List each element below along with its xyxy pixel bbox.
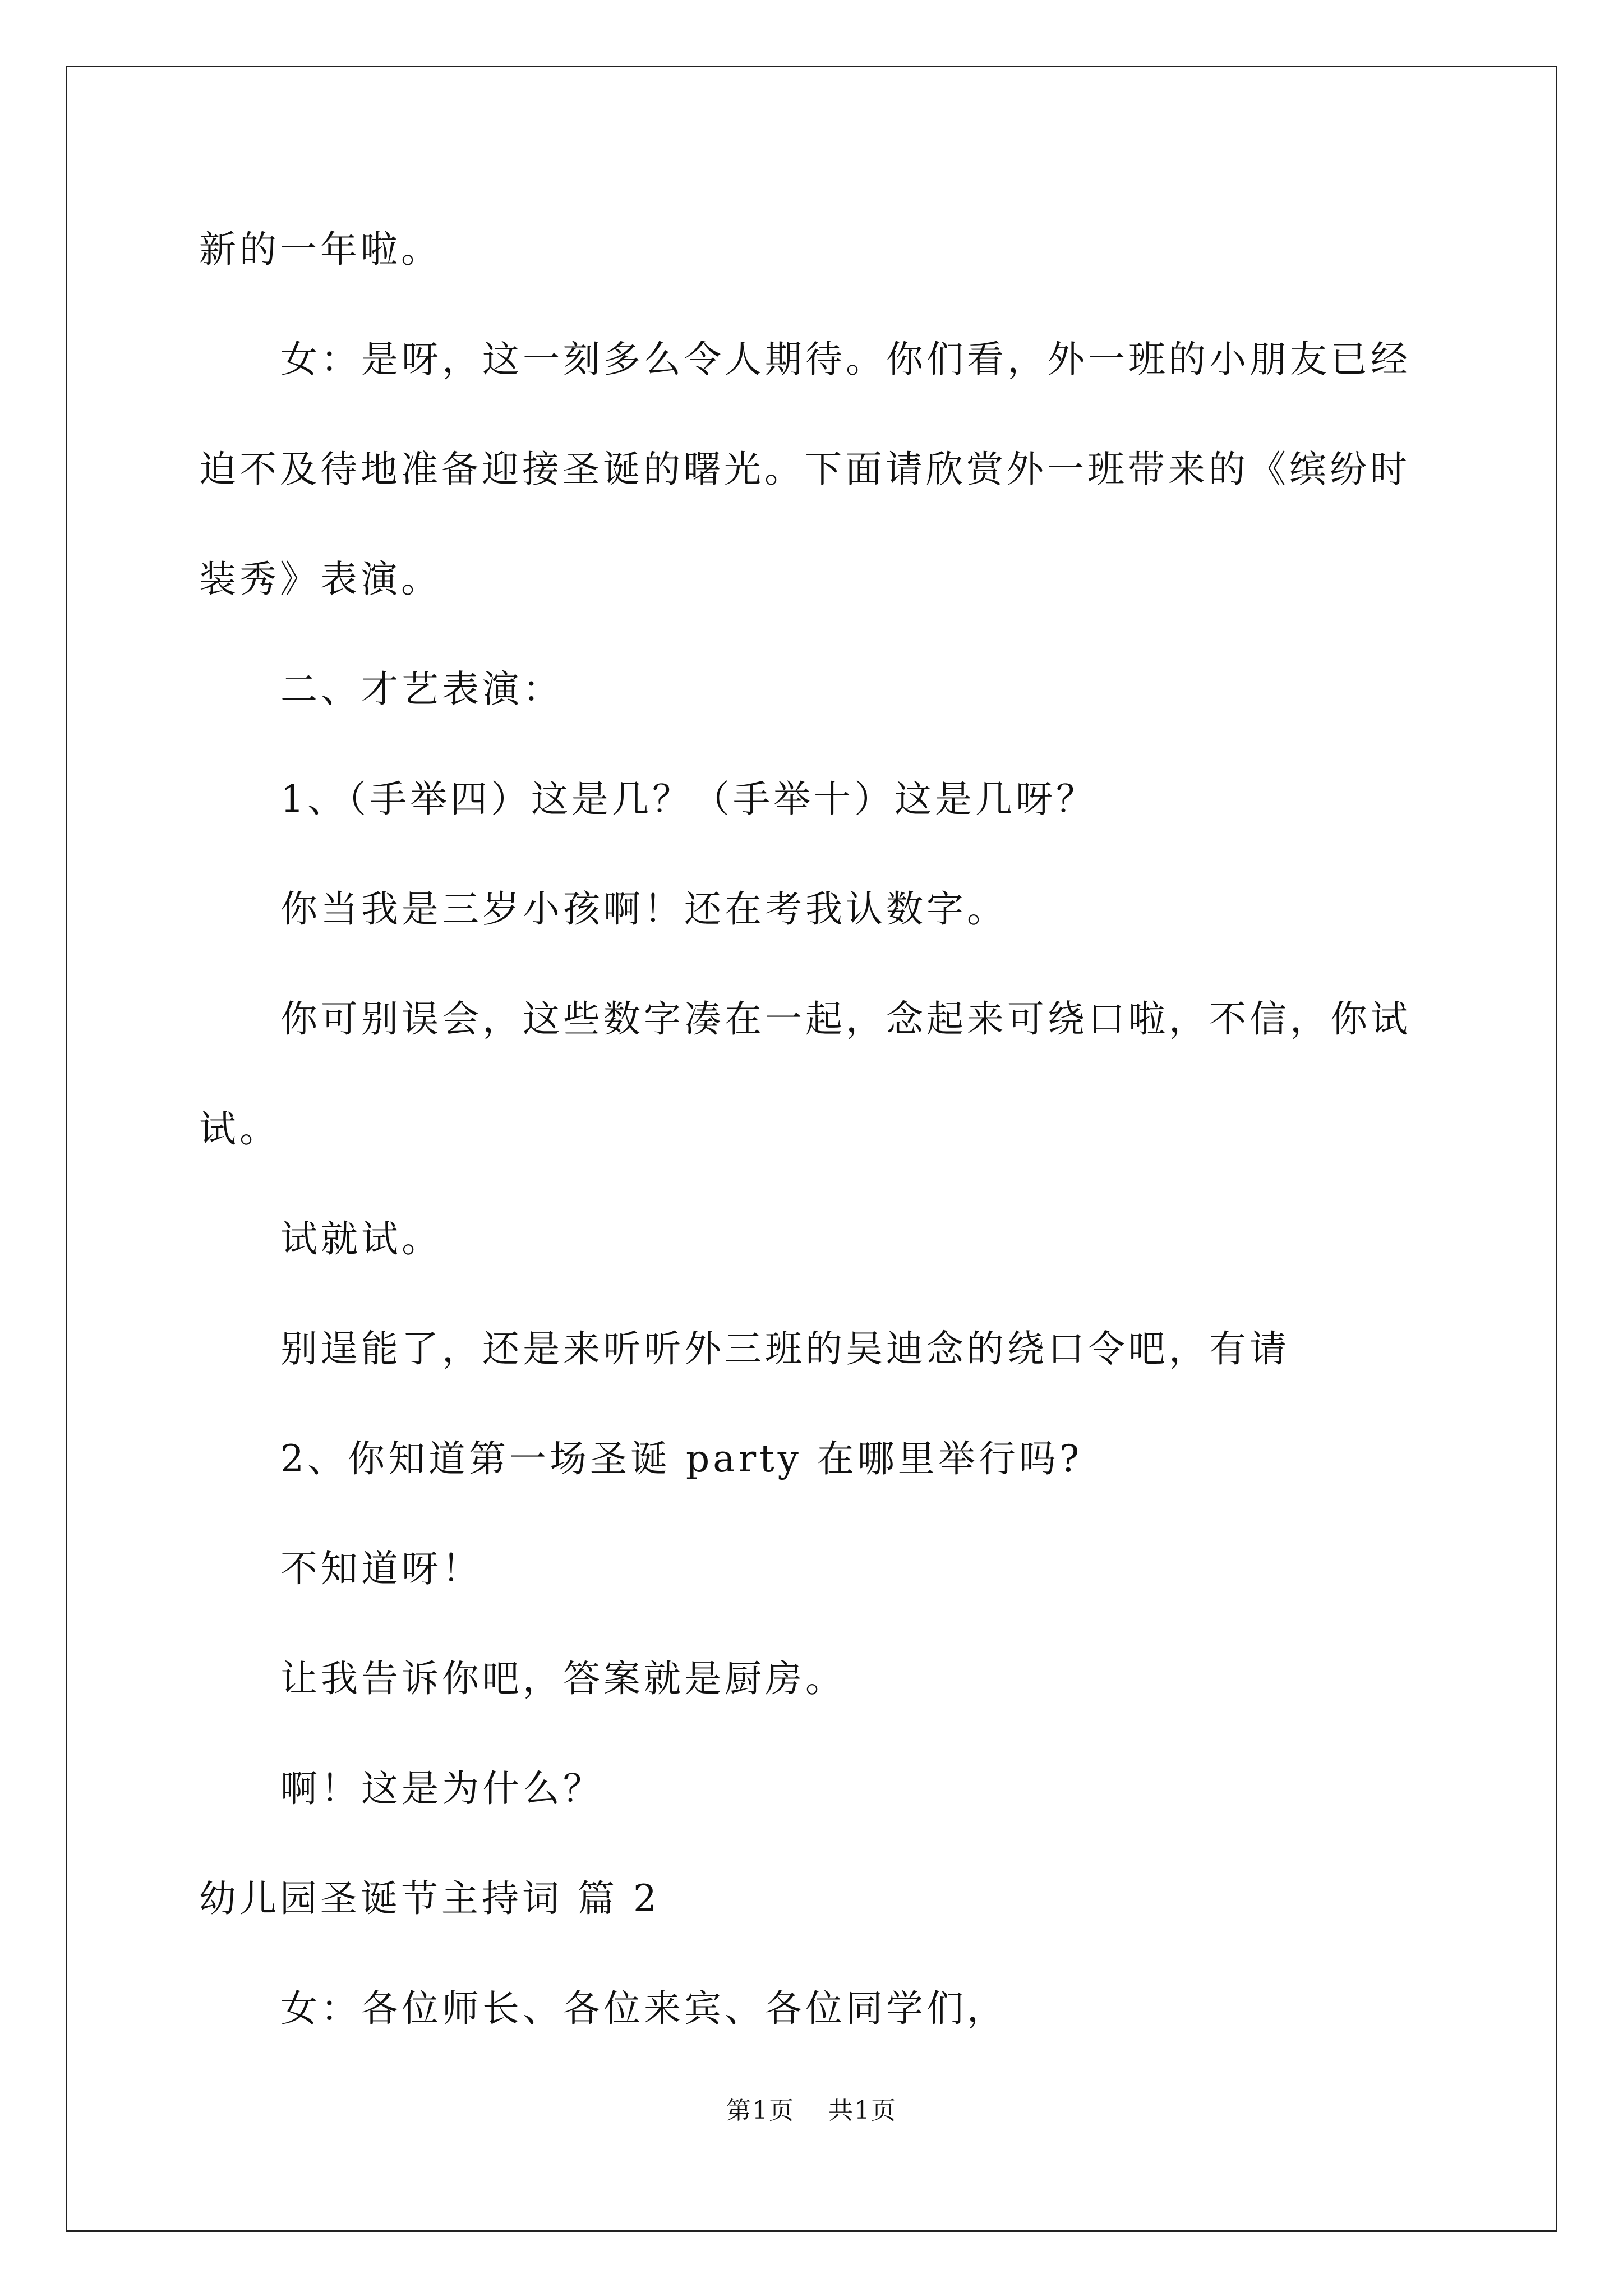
text-line: 别逞能了，还是来听听外三班的吴迪念的绕口令吧，有请: [280, 1327, 1290, 1370]
text-line: 让我告诉你吧，答案就是厨房。: [280, 1657, 846, 1700]
page-number: 第1页: [726, 2096, 795, 2125]
text-line: 2、你知道第一场圣诞 party 在哪里举行吗?: [280, 1437, 1083, 1480]
text-line: 迫不及待地准备迎接圣诞的曙光。下面请欣赏外一班带来的《缤纷时: [199, 448, 1410, 491]
text-line: 你可别误会，这些数字凑在一起，念起来可绕口啦，不信，你试: [280, 997, 1411, 1041]
text-line: 女：是呀，这一刻多么令人期待。你们看，外一班的小朋友已经: [280, 338, 1411, 381]
text-line: 装秀》表演。: [199, 558, 441, 601]
text-line: 1、（手举四）这是几？（手举十）这是几呀？: [280, 777, 1096, 821]
page-total: 共1页: [828, 2096, 897, 2125]
text-line: 试就试。: [280, 1217, 442, 1260]
text-line: 二、才艺表演：: [280, 668, 563, 711]
text-line: 新的一年啦。: [199, 228, 441, 271]
text-line: 试。: [199, 1107, 280, 1151]
text-line: 你当我是三岁小孩啊！还在考我认数字。: [280, 887, 1007, 931]
section-heading: 幼儿园圣诞节主持词 篇 2: [199, 1877, 660, 1920]
text-line: 啊！这是为什么？: [280, 1767, 603, 1810]
page-footer: [0, 2095, 1623, 2127]
text-line: 不知道呀！: [280, 1547, 482, 1590]
text-line: 女：各位师长、各位来宾、各位同学们，: [280, 1987, 1007, 2030]
